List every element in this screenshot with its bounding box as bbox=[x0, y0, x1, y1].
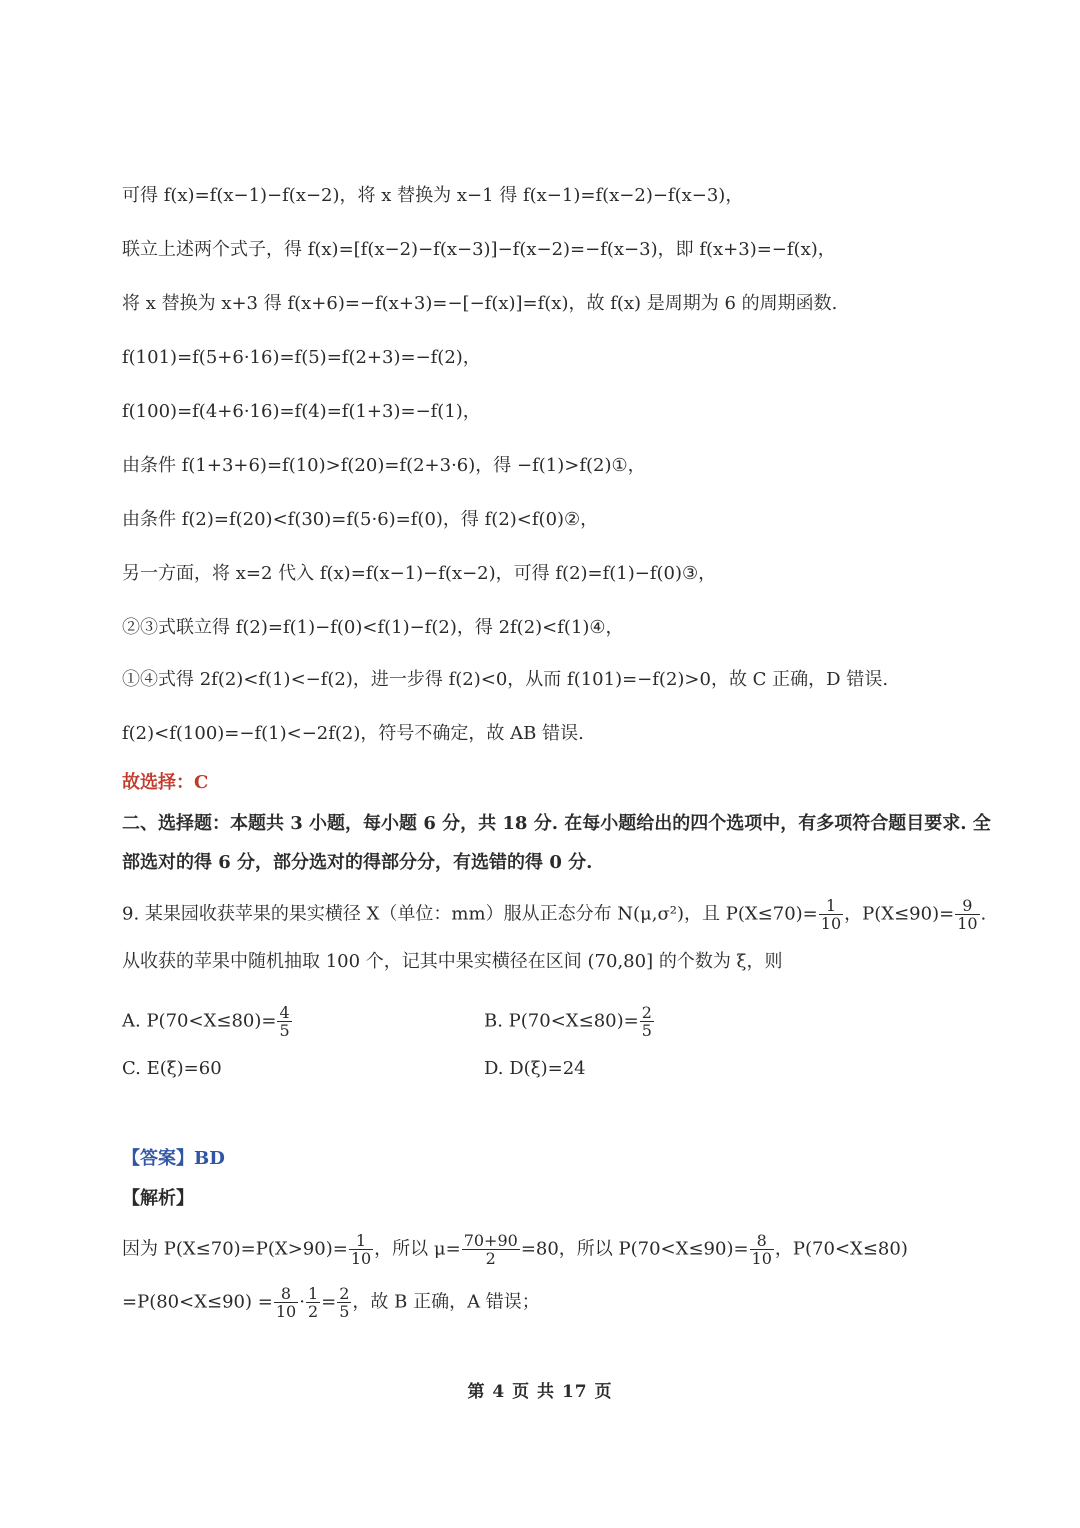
denominator: 2 bbox=[307, 1302, 319, 1321]
equals-sign: = bbox=[321, 1291, 337, 1313]
denominator: 10 bbox=[751, 1249, 772, 1268]
denominator: 2 bbox=[485, 1249, 496, 1268]
option-b-text: B. P(70<X≤80)= bbox=[484, 1010, 639, 1032]
numerator: 4 bbox=[279, 1003, 290, 1022]
fraction bbox=[819, 897, 843, 932]
solution-line bbox=[122, 1232, 908, 1267]
numerator: 8 bbox=[274, 1285, 298, 1303]
dot-operator: · bbox=[299, 1291, 305, 1313]
solution-line: f(2)<f(100)=−f(1)<−2f(2)，符号不确定，故 AB 错误. bbox=[122, 723, 584, 744]
option-b bbox=[484, 1004, 655, 1039]
final-choice: 故选择：C bbox=[122, 772, 209, 793]
solution-text: =P(80<X≤90) = bbox=[122, 1291, 273, 1313]
fraction bbox=[277, 1004, 291, 1039]
denominator: 10 bbox=[957, 914, 978, 933]
fraction bbox=[337, 1285, 351, 1320]
solution-text: ，所以 μ= bbox=[374, 1238, 461, 1260]
numerator: 2 bbox=[339, 1284, 350, 1303]
solution-line: 将 x 替换为 x+3 得 f(x+6)=−f(x+3)=−[−f(x)]=f(x)，故 f(x) 是周期为 6 的周期函数. bbox=[122, 293, 838, 314]
solution-line: 另一方面，将 x=2 代入 f(x)=f(x−1)−f(x−2)，可得 f(2)=f(1)−f(0)③， bbox=[122, 563, 717, 584]
solution-text: =80，所以 P(70<X≤90)= bbox=[520, 1238, 749, 1260]
denominator: 5 bbox=[641, 1021, 652, 1040]
option-a bbox=[122, 1004, 293, 1039]
option-a-text: A. P(70<X≤80)= bbox=[122, 1010, 277, 1032]
numerator: 8 bbox=[750, 1232, 774, 1250]
analysis-label: 【解析】 bbox=[122, 1188, 194, 1209]
question-9-stem bbox=[122, 897, 986, 932]
solution-line: 联立上述两个式子，得 f(x)=[f(x−2)−f(x−3)]−f(x−2)=−f(x−3)，即 f(x+3)=−f(x)， bbox=[122, 239, 836, 260]
numerator: 1 bbox=[819, 897, 843, 915]
solution-text: 因为 P(X≤70)=P(X>90)= bbox=[122, 1238, 348, 1260]
denominator: 5 bbox=[279, 1021, 290, 1040]
numerator: 1 bbox=[349, 1232, 373, 1250]
option-c: C. E(ξ)=60 bbox=[122, 1058, 222, 1079]
solution-line: 可得 f(x)=f(x−1)−f(x−2)，将 x 替换为 x−1 得 f(x−1)=f(x−2)−f(x−3)， bbox=[122, 185, 744, 206]
numerator: 70+90 bbox=[463, 1231, 518, 1250]
solution-line: 由条件 f(2)=f(20)<f(30)=f(5·6)=f(0)，得 f(2)<f(0)②， bbox=[122, 509, 599, 530]
denominator: 10 bbox=[350, 1249, 372, 1268]
numerator: 9 bbox=[955, 897, 979, 915]
section-heading-line2: 部选对的得 6 分，部分选对的得部分分，有选错的得 0 分. bbox=[122, 852, 593, 873]
question-9-line2: 从收获的苹果中随机抽取 100 个，记其中果实横径在区间 (70,80] 的个数为 ξ，则 bbox=[122, 951, 783, 972]
answer-label: 【答案】BD bbox=[122, 1148, 225, 1169]
solution-line: f(101)=f(5+6·16)=f(5)=f(2+3)=−f(2)， bbox=[122, 347, 481, 368]
stem-text: ，P(X≤90)= bbox=[844, 903, 955, 925]
numerator: 2 bbox=[641, 1003, 652, 1022]
page-footer: 第 4 页 共 17 页 bbox=[467, 1382, 613, 1402]
denominator: 5 bbox=[339, 1302, 350, 1321]
fraction bbox=[955, 897, 979, 932]
solution-text: ，P(70<X≤80) bbox=[774, 1238, 908, 1260]
denominator: 10 bbox=[820, 914, 842, 933]
fraction bbox=[640, 1004, 654, 1039]
stem-text: 9. 某果园收获苹果的果实横径 X（单位：mm）服从正态分布 N(μ,σ²)，且 P(X≤70)= bbox=[122, 903, 818, 925]
fraction bbox=[750, 1232, 774, 1267]
numerator: 1 bbox=[307, 1284, 319, 1303]
fraction bbox=[349, 1232, 373, 1267]
option-d: D. D(ξ)=24 bbox=[484, 1058, 586, 1079]
solution-line: 由条件 f(1+3+6)=f(10)>f(20)=f(2+3·6)，得 −f(1)>f(2)①， bbox=[122, 455, 646, 476]
solution-line bbox=[122, 1285, 540, 1320]
denominator: 10 bbox=[275, 1302, 297, 1321]
solution-line: f(100)=f(4+6·16)=f(4)=f(1+3)=−f(1)， bbox=[122, 401, 481, 422]
fraction bbox=[306, 1285, 320, 1320]
solution-text: ，故 B 正确，A 错误； bbox=[352, 1291, 540, 1313]
solution-line: ②③式联立得 f(2)=f(1)−f(0)<f(1)−f(2)，得 2f(2)<f(1)④， bbox=[122, 617, 624, 638]
fraction bbox=[274, 1285, 298, 1320]
section-heading-line1: 二、选择题：本题共 3 小题，每小题 6 分，共 18 分. 在每小题给出的四个选项中，有多项符合题目要求. 全 bbox=[122, 813, 991, 834]
stem-text: . bbox=[980, 903, 987, 925]
solution-line: ①④式得 2f(2)<f(1)<−f(2)，进一步得 f(2)<0，从而 f(101)=−f(2)>0，故 C 正确，D 错误. bbox=[122, 669, 889, 690]
fraction bbox=[462, 1232, 520, 1267]
